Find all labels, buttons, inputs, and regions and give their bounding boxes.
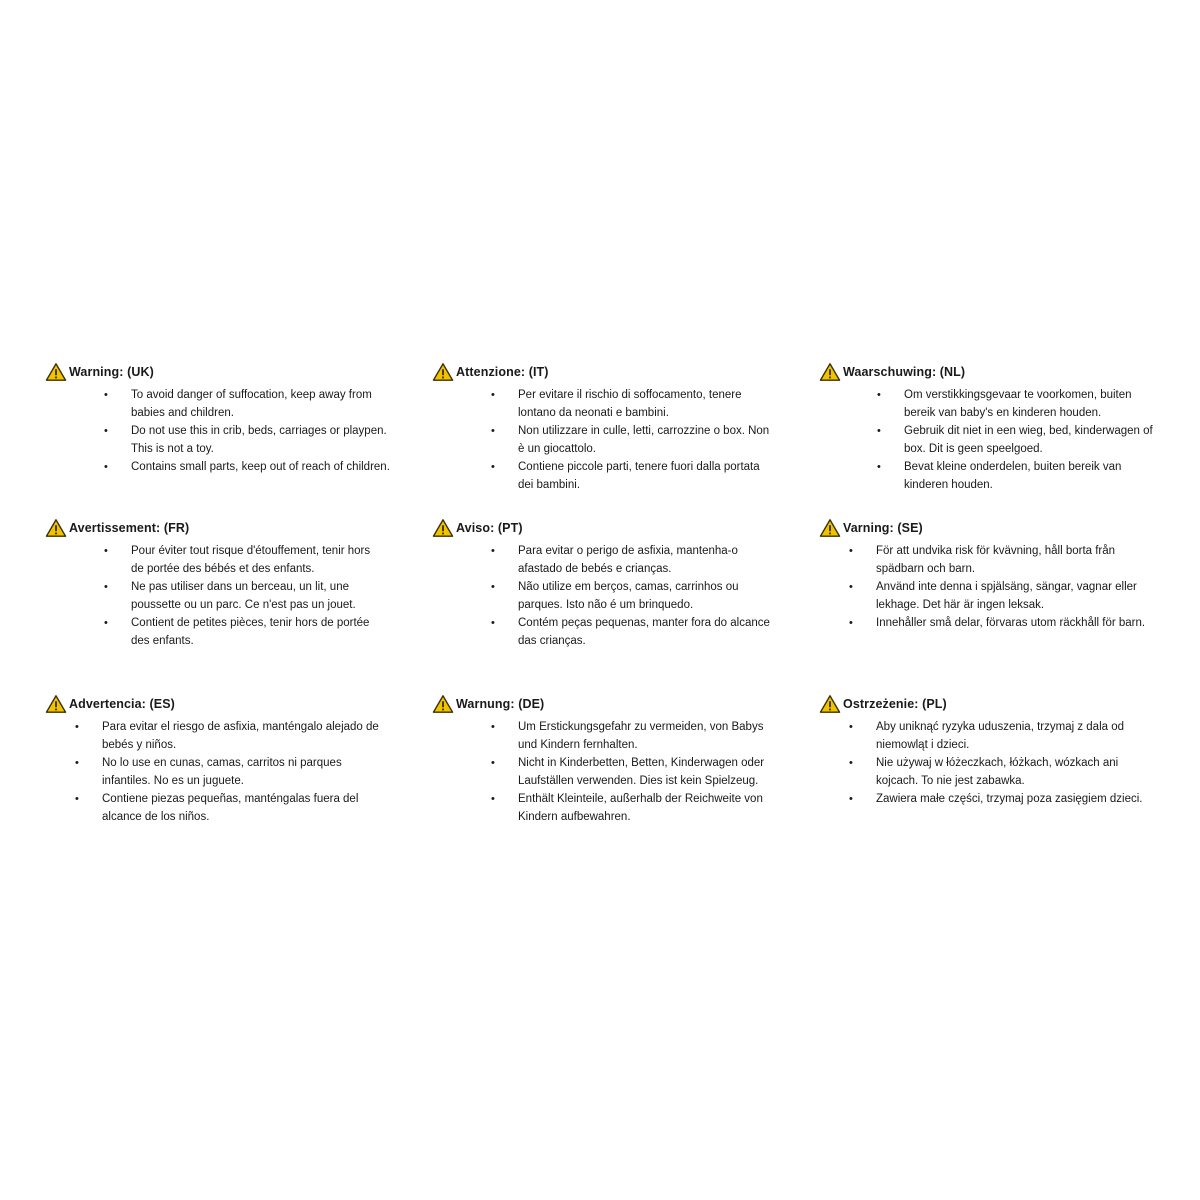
list-item: • Non utilizzare in culle, letti, carrozzine o box. Non è un giocattolo.: [491, 425, 770, 455]
list-item: • Contiene piccole parti, tenere fuori dalla portata dei bambini.: [491, 461, 760, 491]
list-item: • Para evitar o perigo de asfixia, mantenha-o afastado de bebés e crianças.: [491, 545, 738, 575]
warning-block-nl: [821, 360, 1161, 494]
warning-list: [47, 718, 387, 826]
warning-block-it: [434, 360, 774, 494]
list-item: • Använd inte denna i spjälsäng, sängar, vagnar eller lekhage. Det här är ingen leksak.: [849, 581, 1137, 611]
warning-list: [434, 386, 778, 494]
warning-list: [47, 542, 386, 650]
warning-heading: [819, 360, 1161, 384]
list-item: • Nie używaj w łóżeczkach, łóżkach, wózkach ani kojcach. To nie jest zabawka.: [849, 757, 1119, 787]
heading-text: Attenzione: (IT): [456, 365, 549, 379]
warning-icon: [819, 518, 841, 538]
list-item: • Pour éviter tout risque d'étouffement, tenir hors de portée des bébés et des enfants.: [104, 545, 371, 575]
warning-heading: [819, 692, 1161, 716]
warning-heading: [45, 516, 387, 540]
heading-text: Avertissement: (FR): [69, 521, 190, 535]
heading-text: Varning: (SE): [843, 521, 923, 535]
warning-icon: [45, 362, 67, 382]
list-item: • Contains small parts, keep out of reach of children.: [104, 461, 390, 473]
list-item: • Innehåller små delar, förvaras utom räckhåll för barn.: [849, 617, 1146, 629]
list-item: • Contiene piezas pequeñas, manténgalas fuera del alcance de los niños.: [75, 793, 359, 823]
heading-text: Warnung: (DE): [456, 697, 545, 711]
warning-heading: [45, 360, 387, 384]
warning-list: [434, 718, 773, 826]
list-item: • Per evitare il rischio di soffocamento, tenere lontano da neonati e bambini.: [491, 389, 742, 419]
warning-block-de: [434, 692, 774, 826]
warning-list: [821, 718, 1146, 808]
list-item: • Ne pas utiliser dans un berceau, un lit, une poussette ou un parc. Ce n'est pas un jouet.: [104, 581, 356, 611]
warning-list: [821, 542, 1156, 632]
warning-block-fr: [47, 516, 387, 650]
warning-icon: [45, 518, 67, 538]
list-item: • Não utilize em berços, camas, carrinhos ou parques. Isto não é um brinquedo.: [491, 581, 739, 611]
warning-heading: [45, 692, 387, 716]
warning-list: [434, 542, 773, 650]
warning-icon: [45, 694, 67, 714]
heading-text: Advertencia: (ES): [69, 697, 175, 711]
warning-block-pl: [821, 692, 1161, 808]
heading-text: Waarschuwing: (NL): [843, 365, 966, 379]
list-item: • Nicht in Kinderbetten, Betten, Kinderwagen oder Laufställen verwenden. Dies ist kein Spielzeug.: [491, 757, 765, 787]
warning-icon: [819, 694, 841, 714]
list-item: • Enthält Kleinteile, außerhalb der Reichweite von Kindern aufbewahren.: [491, 793, 763, 823]
warning-block-pt: [434, 516, 774, 650]
list-item: • Contient de petites pièces, tenir hors de portée des enfants.: [104, 617, 370, 647]
list-item: • Contém peças pequenas, manter fora do alcance das crianças.: [491, 617, 770, 647]
warning-icon: [819, 362, 841, 382]
list-item: • Do not use this in crib, beds, carriages or playpen. This is not a toy.: [104, 425, 387, 455]
list-item: • Para evitar el riesgo de asfixia, manténgalo alejado de bebés y niños.: [75, 721, 379, 751]
heading-text: Warning: (UK): [69, 365, 154, 379]
warning-list: [47, 386, 391, 476]
warning-list: [821, 386, 1154, 494]
warning-block-es: [47, 692, 387, 826]
list-item: • To avoid danger of suffocation, keep away from babies and children.: [104, 389, 372, 419]
warning-icon: [432, 362, 454, 382]
list-item: • Gebruik dit niet in een wieg, bed, kinderwagen of box. Dit is geen speelgoed.: [877, 425, 1153, 455]
warning-block-uk: [47, 360, 390, 476]
list-item: • Um Erstickungsgefahr zu vermeiden, von Babys und Kindern fernhalten.: [491, 721, 764, 751]
warning-heading: [432, 692, 774, 716]
list-item: • Zawiera małe części, trzymaj poza zasięgiem dzieci.: [849, 793, 1143, 805]
list-item: • För att undvika risk för kvävning, håll borta från spädbarn och barn.: [849, 545, 1116, 575]
warning-heading: [819, 516, 1161, 540]
heading-text: Aviso: (PT): [456, 521, 523, 535]
list-item: • Om verstikkingsgevaar te voorkomen, buiten bereik van baby's en kinderen houden.: [877, 389, 1132, 419]
warning-icon: [432, 518, 454, 538]
heading-text: Ostrzeżenie: (PL): [843, 697, 947, 711]
warning-heading: [432, 360, 774, 384]
list-item: • No lo use en cunas, camas, carritos ni parques infantiles. No es un juguete.: [75, 757, 342, 787]
warning-block-se: [821, 516, 1161, 632]
warning-heading: [432, 516, 774, 540]
warning-icon: [432, 694, 454, 714]
list-item: • Aby uniknąć ryzyka uduszenia, trzymaj z dala od niemowląt i dzieci.: [849, 721, 1125, 751]
list-item: • Bevat kleine onderdelen, buiten bereik van kinderen houden.: [877, 461, 1122, 491]
